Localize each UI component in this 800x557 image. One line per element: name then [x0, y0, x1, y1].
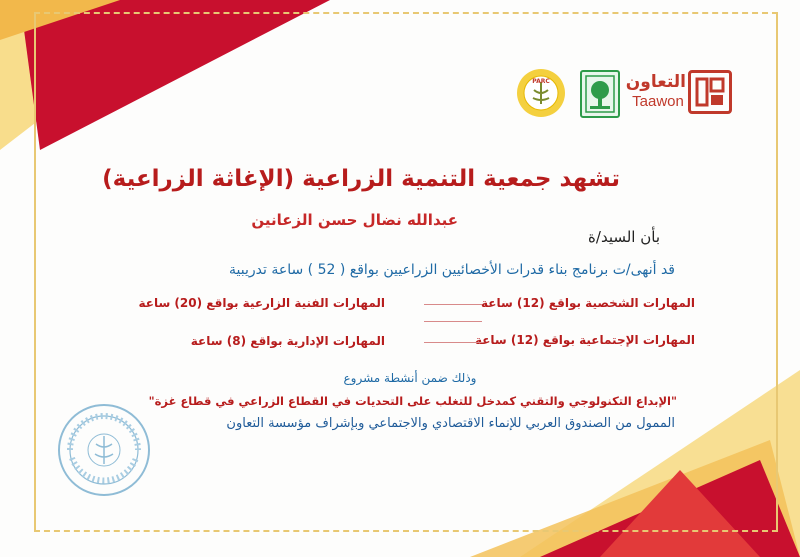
skill-item-social: المهارات الإجتماعية بواقع (12) ساعة [474, 333, 695, 347]
project-name: "الإبداع التكنولوجي والتقني كمدخل للتغلب على التحديات في القطاع الزراعي في قطاع غزة" [148, 394, 677, 408]
taawon-logo-arabic: التعاون [625, 72, 686, 92]
recipient-name: عبدالله نضال حسن الزعانين [251, 211, 458, 229]
skill-item-technical: المهارات الفنية الزارعية بواقع (20) ساعة [138, 296, 385, 310]
skill-item-personal: المهارات الشخصية بواقع (12) ساعة [480, 296, 695, 310]
divider-line [424, 304, 482, 305]
program-description: قد أنهى/ت برنامج بناء قدرات الأخصائيين الزراعيين بواقع ( 52 ) ساعة تدريبية [229, 262, 675, 278]
parc-logo-text: PARC [532, 78, 550, 85]
certificate-title: تشهد جمعية التنمية الزراعية (الإغاثة الزراعية) [102, 166, 620, 192]
taawon-logo-icon [688, 70, 732, 114]
skill-item-administrative: المهارات الإدارية بواقع (8) ساعة [190, 334, 385, 348]
green-emblem-icon [580, 70, 620, 118]
divider-line [424, 321, 482, 322]
taawon-logo-latin: Taawon [632, 93, 684, 110]
parc-logo-icon [516, 68, 566, 118]
divider-line [424, 342, 482, 343]
official-stamp-icon [56, 402, 152, 498]
funding-statement: الممول من الصندوق العربي للإنماء الاقتصادي والاجتماعي وبإشراف مؤسسة التعاون [226, 416, 675, 431]
project-intro: وذلك ضمن أنشطة مشروع [343, 371, 477, 385]
salutation-label: بأن السيد/ة [588, 228, 660, 246]
